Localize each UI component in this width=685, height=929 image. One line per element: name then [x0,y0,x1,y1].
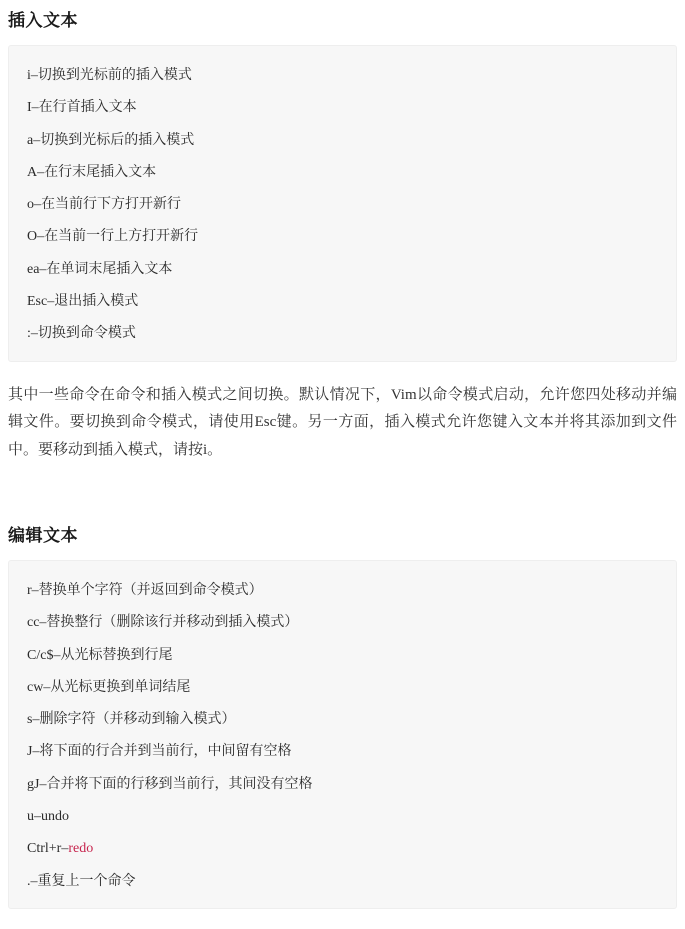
code-line-text: J–将下面的行合并到当前行，中间留有空格 [27,744,292,760]
code-line-text: u–undo [27,809,69,824]
code-line-text: cw–从光标更换到单词结尾 [27,679,191,695]
code-line-text: Ctrl+r– [27,841,69,857]
code-line: i–切换到光标前的插入模式 [27,68,192,83]
code-line-highlight: redo [68,841,94,857]
code-line [27,672,658,704]
code-line-text: C/c$–从光标替换到行尾 [27,647,173,663]
code-line: Esc–退出插入模式 [27,294,139,310]
code-line: A–在行末尾插入文本 [27,164,157,180]
code-line: a–切换到光标后的插入模式 [27,132,195,148]
code-line [27,801,658,833]
code-line [27,640,658,672]
code-line [27,607,658,639]
code-line [27,575,658,607]
code-block-edit-text [8,560,677,909]
section-title-insert-text: 插入文本 [8,11,78,30]
code-line [27,704,658,736]
code-line-text: cc–替换整行（删除该行并移动到插入模式） [27,615,299,631]
code-line-text: .–重复上一个命令 [27,873,136,889]
body-paragraph: 其中一些命令在命令和插入模式之间切换。默认情况下，Vim以命令模式启动，允许您四处移动并编辑文件。要切换到命令模式，请使用Esc键。另一方面，插入模式允许您键入文本并将其添加到文件中。要移动到插入模式，请按i。 [8,386,677,459]
code-line-text: gJ–合并将下面的行移到当前行，其间没有空格 [27,776,313,792]
code-line-text: r–替换单个字符（并返回到命令模式） [27,582,263,598]
code-line: O–在当前一行上方打开新行 [27,229,199,245]
code-line [27,736,658,768]
code-line: ea–在单词末尾插入文本 [27,261,173,277]
code-line [27,769,658,801]
section-gap [8,495,677,521]
code-line [27,866,658,898]
code-line: o–在当前行下方打开新行 [27,197,181,213]
code-line-text: s–删除字符（并移动到输入模式） [27,712,236,728]
code-block-insert-text [8,45,677,362]
section-title-edit-text: 编辑文本 [8,525,78,545]
code-line: :–切换到命令模式 [27,326,136,342]
code-line [27,833,658,865]
code-line: I–在行首插入文本 [27,100,137,116]
